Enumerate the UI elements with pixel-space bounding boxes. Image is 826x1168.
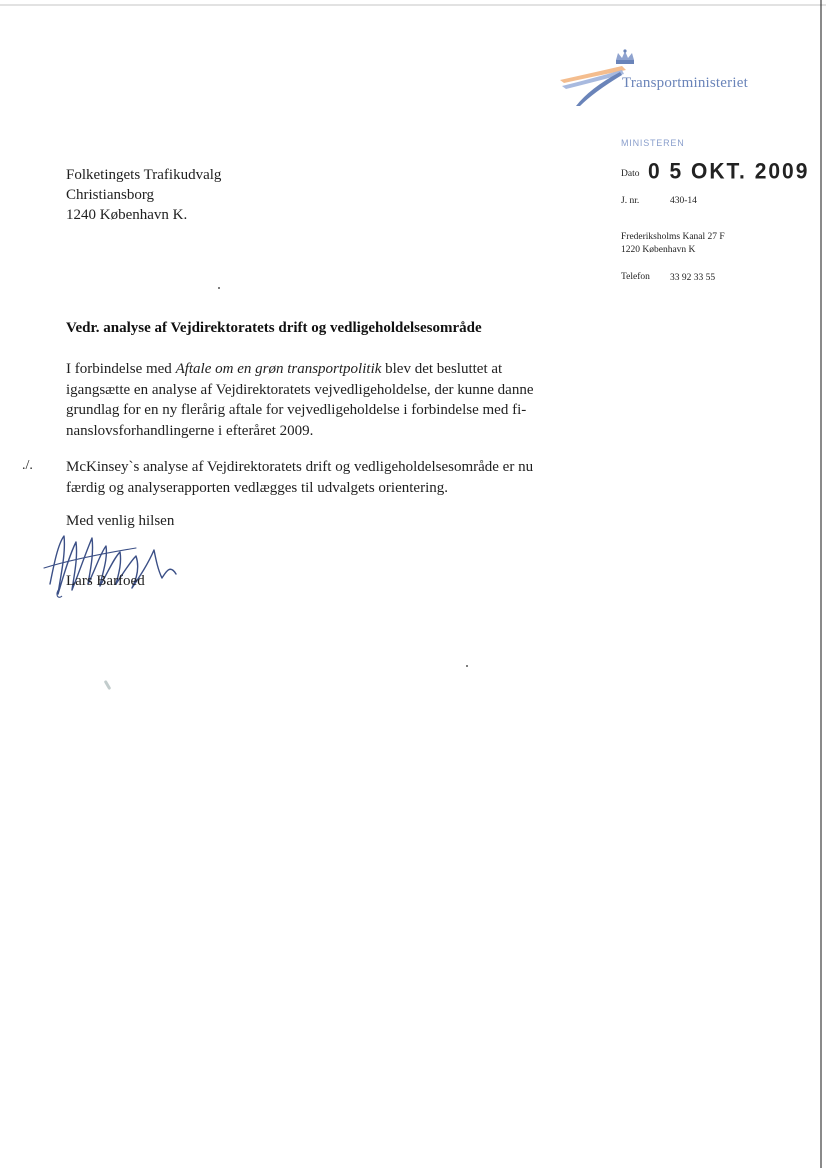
- jnr-label: J. nr.: [621, 196, 640, 206]
- scan-speck: [104, 680, 112, 690]
- phone-label: Telefon: [621, 272, 650, 282]
- logo-wordmark: Transportministeriet: [622, 75, 748, 91]
- scan-edge-right: [820, 0, 822, 1168]
- paragraph-1-line4: nanslovsforhandlingerne i efteråret 2009.: [66, 422, 314, 439]
- paragraph-2-line2: færdig og analyserapporten vedlægges til udvalgets orientering.: [66, 479, 448, 496]
- recipient-line1: Folketingets Trafikudvalg: [66, 167, 222, 183]
- recipient-line3: 1240 København K.: [66, 207, 188, 223]
- crown-icon: [616, 49, 634, 64]
- handwritten-signature: [40, 524, 200, 604]
- sender-address-line2: 1220 København K: [621, 245, 696, 255]
- paragraph-1: [66, 359, 586, 441]
- jnr-value: 430-14: [670, 196, 697, 206]
- scan-edge-top: [0, 4, 826, 6]
- scan-speck: [218, 287, 220, 289]
- paragraph-1-line3: grundlag for en ny flerårig aftale for vejvedligeholdelse i forbindelse med fi-: [66, 402, 527, 418]
- date-stamp: 0 5 OKT. 2009: [648, 159, 810, 184]
- recipient-line2: Christiansborg: [66, 187, 155, 203]
- agreement-title: Aftale om en grøn transportpolitik: [175, 361, 382, 377]
- paragraph-1-line2: igangsætte en analyse af Vejdirektoratets vejvedligeholdelse, der kunne danne: [66, 381, 534, 398]
- paragraph-2: [66, 457, 586, 498]
- closing-phrase: Med venlig hilsen: [66, 513, 175, 529]
- signer-name: Lars Barfoed: [66, 573, 145, 589]
- enclosure-mark: ./.: [22, 458, 33, 473]
- phone-value: 33 92 33 55: [670, 273, 716, 283]
- office-label: MINISTEREN: [621, 138, 685, 148]
- sender-address-line1: Frederiksholms Kanal 27 F: [621, 232, 725, 242]
- paragraph-2-line1: McKinsey`s analyse af Vejdirektoratets drift og vedligeholdelsesområde er nu: [66, 459, 534, 475]
- letter-subject: Vedr. analyse af Vejdirektoratets drift og vedligeholdelsesområde: [66, 320, 482, 336]
- paragraph-1-line1: I forbindelse med Aftale om en grøn transportpolitik blev det besluttet at: [66, 361, 503, 377]
- date-label: Dato: [621, 169, 640, 179]
- scan-speck: [466, 665, 468, 667]
